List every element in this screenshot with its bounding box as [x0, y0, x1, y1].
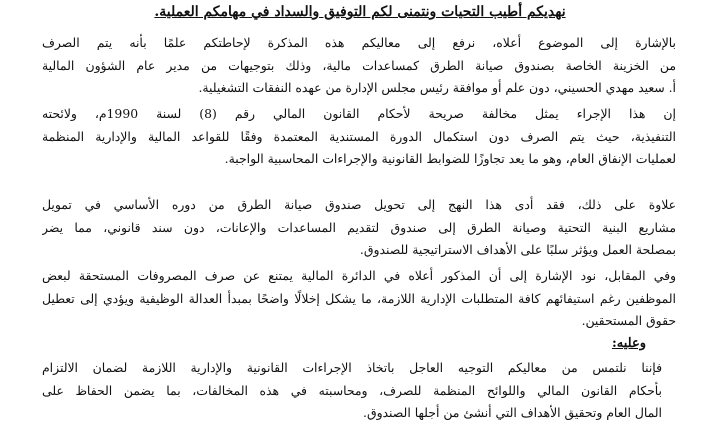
- paragraph-impact: [42, 194, 676, 262]
- paragraph-line: لعمليات الإنفاق العام، وهو ما يعد تجاوزًا للضوابط القانونية والإجراءات المحاسبية الواجبة.: [224, 151, 676, 166]
- paragraph-line: حقوق المستحقين.: [581, 313, 676, 328]
- paragraph-line: إن هذا الإجراء يمثل مخالفة صريحة لأحكام القانون المالي رقم (8) لسنة 1990م، ولائحته: [42, 106, 676, 121]
- paragraph-line: المال العام وتحقيق الأهداف التي أنشئ من أجلها الصندوق.: [363, 405, 662, 420]
- paragraph-counterpoint: [42, 265, 676, 333]
- paragraph-line: فإننا نلتمس من معاليكم التوجيه العاجل باتخاذ الإجراءات القانونية والإدارية اللازمة لضمان الالتزام: [42, 360, 662, 375]
- paragraph-line: بمصلحة العمل ويؤثر سلبًا على الأهداف الاستراتيجية للصندوق.: [359, 242, 676, 257]
- closing-heading: وعليه:: [611, 336, 646, 351]
- paragraph-line: علاوة على ذلك، فقد أدى هذا النهج إلى تحويل صندوق صيانة الطرق من دوره الأساسي في تمويل: [42, 197, 676, 212]
- paragraph-violation: [42, 103, 676, 171]
- paragraph-line: بأحكام القانون المالي واللوائح المنظمة للصرف، ومحاسبته في هذه المخالفات، بما يضمن الحفاظ على: [42, 382, 662, 398]
- paragraph-line: من الخزينة الخاصة بصندوق صيانة الطرق كمساعدات مالية، وذلك بتوجيهات من مدير عام الشؤون المالية: [42, 57, 676, 73]
- paragraph-line: مشاريع البنية التحتية وصيانة الطرق إلى صندوق لتقديم المساعدات والإعانات، دون سند قانوني، مما يضر: [42, 219, 676, 235]
- paragraph-line: وفي المقابل، نود الإشارة إلى أن المذكور أعلاه في الدائرة المالية يمتنع عن صرف المصروفات المستحقة لبعض: [42, 268, 676, 283]
- paragraph-line: الموظفين رغم استيفائهم كافة المتطلبات الإدارية اللازمة، ما يشكل إخلالًا واضحًا بمبدأ العدالة الوظيفية ويؤدي إلى تعطيل: [42, 290, 676, 306]
- greeting-heading: نهديكم أطيب التحيات ونتمنى لكم التوفيق والسداد في مهامكم العملية.: [154, 4, 566, 20]
- paragraph-request: [42, 357, 662, 425]
- paragraph-line: بالإشارة إلى الموضوع أعلاه، نرفع إلى معاليكم هذه المذكرة لإحاطتكم علمًا بأنه يتم الصرف: [42, 35, 676, 50]
- paragraph-line: أ. سعيد مهدي الحسيني، دون علم أو موافقة رئيس مجلس الإدارة من عهده النفقات التشغيلية.: [198, 80, 676, 95]
- paragraph-reference: [42, 32, 676, 100]
- paragraph-line: التنفيذية، حيث يتم الصرف دون استكمال الدورة المستندية المعتمدة وفقًا للقواعد المالية والإدارية المنظمة: [42, 128, 676, 144]
